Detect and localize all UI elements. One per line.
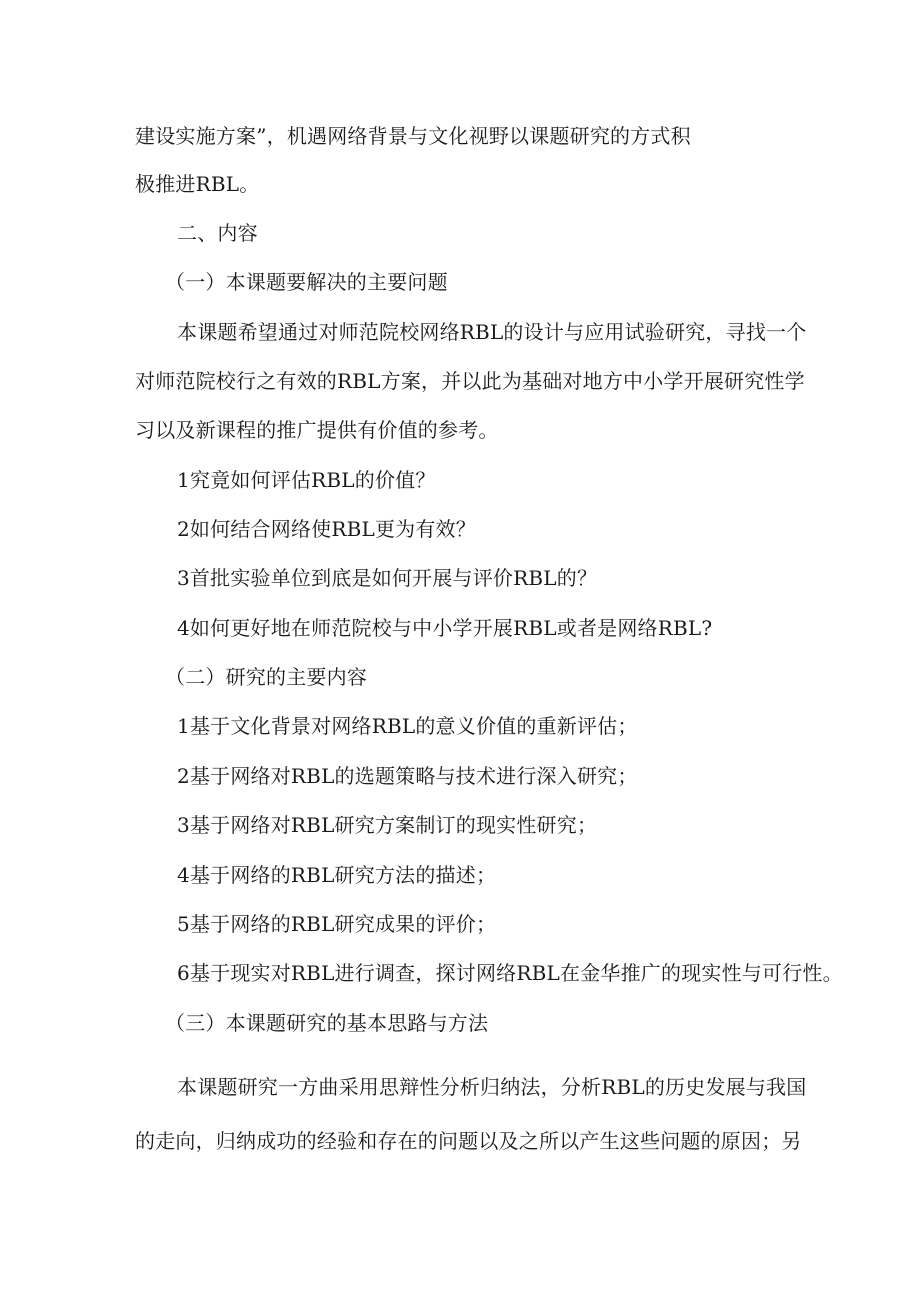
list-item: 3基于网络对RBL研究方案制订的现实性研究； <box>177 813 598 837</box>
list-item: 4如何更好地在师范院校与中小学开展RBL或者是网络RBL? <box>177 616 713 640</box>
subsection-heading: （三）本课题研究的基本思路与方法 <box>165 1011 489 1035</box>
paragraph-line: 习以及新课程的推广提供有价值的参考。 <box>135 418 499 442</box>
subsection-heading: （二）研究的主要内容 <box>165 665 367 689</box>
list-item: 3首批实验单位到底是如何开展与评价RBL的？ <box>177 566 598 590</box>
list-item: 2基于网络对RBL的选题策略与技术进行深入研究； <box>177 764 638 788</box>
paragraph-line: 极推进RBL。 <box>135 172 260 196</box>
list-item: 6基于现实对RBL进行调查，探讨网络RBL在金华推广的现实性与可行性。 <box>177 961 843 985</box>
paragraph-line: 本课题研究一方曲采用思辩性分析归纳法，分析RBL的历史发展与我国 <box>177 1075 807 1099</box>
paragraph-line: 的走向，归纳成功的经验和存在的问题以及之所以产生这些问题的原因；另 <box>135 1129 802 1153</box>
paragraph-line: 建设实施方案”，机遇网络背景与文化视野以课题研究的方式积 <box>135 124 691 148</box>
paragraph-line: 本课题希望通过对师范院校网络RBL的设计与应用试验研究，寻找一个 <box>177 320 807 344</box>
list-item: 4基于网络的RBL研究方法的描述； <box>177 863 497 887</box>
list-item: 1基于文化背景对网络RBL的意义价值的重新评估； <box>177 714 638 738</box>
paragraph-line: 对师范院校行之有效的RBL方案，并以此为基础对地方中小学开展研究性学 <box>135 369 805 393</box>
list-item: 2如何结合网络使RBL更为有效？ <box>177 517 476 541</box>
list-item: 5基于网络的RBL研究成果的评价； <box>177 912 497 936</box>
subsection-heading: （一）本课题要解决的主要问题 <box>165 270 448 294</box>
list-item: 1究竟如何评估RBL的价值？ <box>177 468 436 492</box>
section-heading: 二、内容 <box>177 221 258 245</box>
